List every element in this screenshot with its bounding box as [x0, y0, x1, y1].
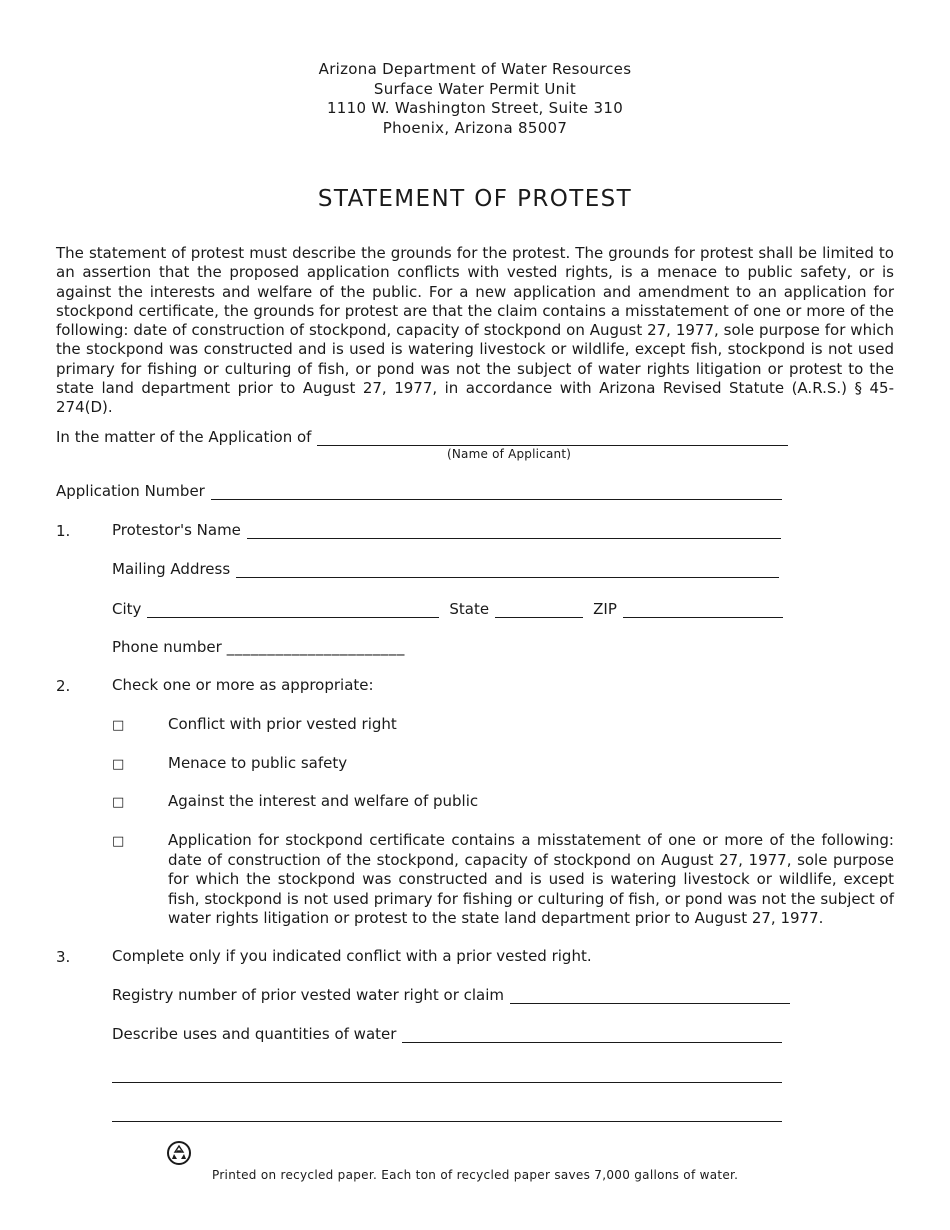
registry-label: Registry number of prior vested water right or claim [112, 986, 505, 1004]
mailing-address-row [112, 560, 779, 578]
city-address: Phoenix, Arizona 85007 [382, 118, 568, 137]
form-title: STATEMENT OF PROTEST [317, 186, 633, 212]
unit-name: Surface Water Permit Unit [373, 79, 577, 98]
application-number-field[interactable] [211, 483, 782, 500]
option-menace-label: Menace to public safety [168, 754, 348, 772]
phone-row [112, 638, 405, 656]
section-3-number: 3. [56, 948, 71, 966]
phone-label: Phone number [112, 638, 222, 656]
section-3-prompt: Complete only if you indicated conflict with a prior vested right. [112, 947, 592, 965]
recycle-icon [166, 1140, 192, 1166]
recycled-paper-note: Printed on recycled paper. Each ton of recycled paper saves 7,000 gallons of water. [212, 1168, 739, 1182]
city-label: City [112, 600, 142, 618]
describe-field[interactable] [402, 1026, 782, 1043]
describe-extra-line-2[interactable] [112, 1121, 782, 1122]
state-field[interactable] [495, 601, 583, 618]
checkbox-stockpond[interactable]: □ [112, 834, 125, 849]
section-1-number: 1. [56, 522, 71, 540]
intro-paragraph: The statement of protest must describe the grounds for the protest. The grounds for protest shall be limited to an assertion that the proposed application conflicts with vested rights, is a menace to public safety, or is against the interests and welfare of the public. For a new application and amendment to an application for stockpond certificate, the grounds for protest are that the claim contains a misstatement of one or more of the following: date of construction of stockpond, capacity of stockpond on August 27, 1977, sole purpose for which the stockpond was constructed and is used is watering livestock or wildlife, except fish, stockpond is not used primary for fishing or culturing of fish, or pond was not the subject of water rights litigation or protest to the state land department prior to August 27, 1977, in accordance with Arizona Revised Statute (A.R.S.) § 45-274(D). [56, 244, 894, 417]
describe-row [112, 1025, 782, 1043]
zip-field[interactable] [623, 601, 783, 618]
state-label: State [449, 600, 490, 618]
checkbox-menace[interactable]: □ [112, 757, 125, 772]
city-field[interactable] [147, 601, 439, 618]
mailing-address-label: Mailing Address [112, 560, 231, 578]
option-interest-label: Against the interest and welfare of public [168, 792, 479, 810]
application-number-label: Application Number [56, 482, 205, 500]
applicant-name-field[interactable] [317, 429, 788, 446]
registry-field[interactable] [510, 987, 790, 1004]
option-conflict-label: Conflict with prior vested right [168, 715, 397, 733]
describe-extra-line-1[interactable] [112, 1082, 782, 1083]
agency-name: Arizona Department of Water Resources [318, 60, 632, 78]
mailing-address-field[interactable] [236, 561, 779, 578]
protestor-name-field[interactable] [247, 522, 781, 539]
applicant-sublabel: (Name of Applicant) [447, 447, 572, 461]
street-address: 1110 W. Washington Street, Suite 310 [326, 99, 624, 117]
describe-label: Describe uses and quantities of water [112, 1025, 397, 1043]
phone-field[interactable]: ______________________ [226, 638, 405, 656]
city-state-zip-row [112, 600, 783, 618]
protestor-name-label: Protestor's Name [112, 521, 241, 539]
agency-header [0, 60, 950, 138]
registry-row [112, 986, 790, 1004]
option-stockpond-label: Application for stockpond certificate contains a misstatement of one or more of the following: date of construction of the stockpond, capacity of stockpond on August 27, 1977, sole purpose for which the stockpond was constructed and is used is watering livestock or wildlife, except fish, stockpond is not used primary for fishing or culturing of fish, or pond was not the subject of water rights litigation or protest to the state land department prior to August 27, 1977. [168, 831, 894, 928]
applicant-row [56, 428, 788, 446]
section-2-number: 2. [56, 677, 71, 695]
section-2-prompt: Check one or more as appropriate: [112, 676, 374, 694]
applicant-label: In the matter of the Application of [56, 428, 312, 446]
checkbox-conflict[interactable]: □ [112, 718, 125, 733]
zip-label: ZIP [593, 600, 617, 618]
protestor-name-row [112, 521, 781, 539]
application-number-row [56, 482, 782, 500]
checkbox-interest[interactable]: □ [112, 795, 125, 810]
